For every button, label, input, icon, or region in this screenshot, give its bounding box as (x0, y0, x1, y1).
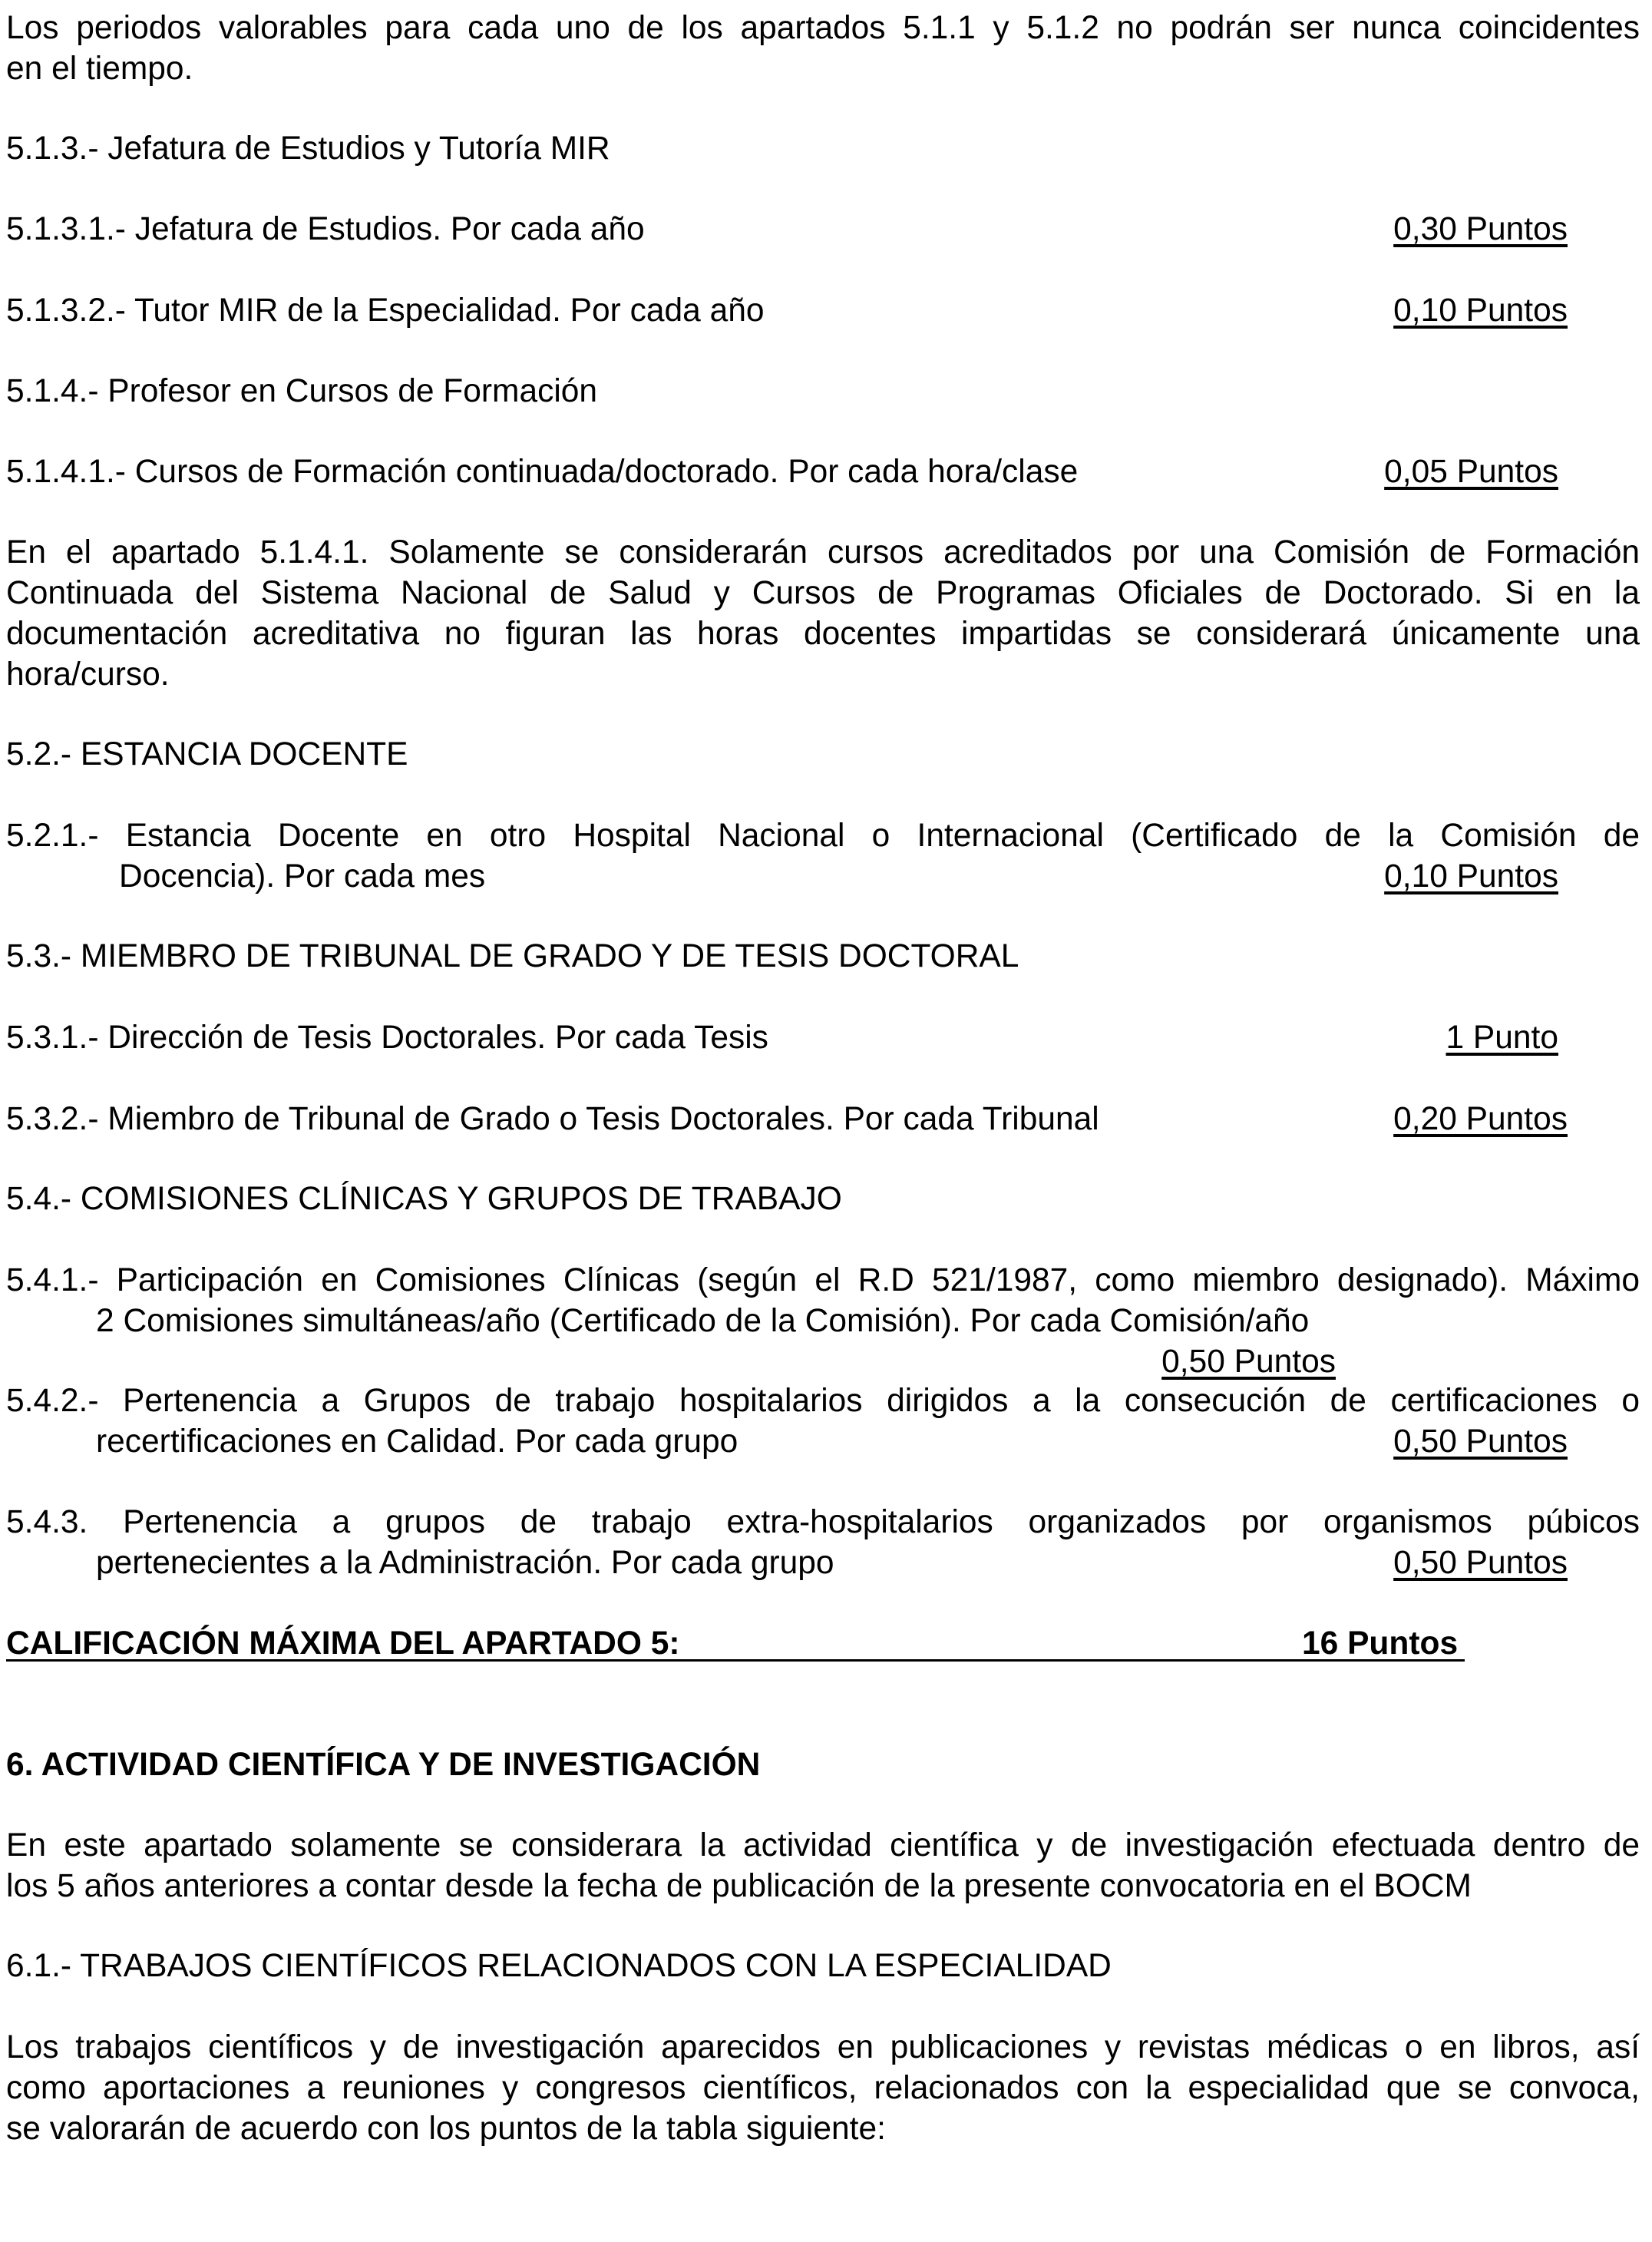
section-6-heading: 6. ACTIVIDAD CIENTÍFICA Y DE INVESTIGACIÓN (6, 1747, 761, 1783)
item-5-4-1-line-2: 2 Comisiones simultáneas/año (Certificado de la Comisión). Por cada Comisión/año (96, 1303, 1310, 1339)
item-5-4-2-line-2: recertificaciones en Calidad. Por cada grupo (96, 1424, 738, 1460)
section-6-1-heading: 6.1.- TRABAJOS CIENTÍFICOS RELACIONADOS CON LA ESPECIALIDAD (6, 1948, 1112, 1984)
item-5-4-1-points: 0,50 Puntos (1161, 1344, 1336, 1380)
paragraph-scope-line-1: En este apartado solamente se considerara la actividad científica y de investigación efectuada dentro de (6, 1827, 1640, 1863)
item-5-2-1-points: 0,10 Puntos (1384, 858, 1558, 894)
item-5-1-4-1-points: 0,05 Puntos (1384, 454, 1558, 490)
section-5-3-heading: 5.3.- MIEMBRO DE TRIBUNAL DE GRADO Y DE TESIS DOCTORAL (6, 938, 1019, 974)
item-5-1-3-2: 5.1.3.2.- Tutor MIR de la Especialidad. Por cada año (6, 293, 765, 329)
paragraph-periods-line-2: en el tiempo. (6, 51, 193, 87)
paragraph-courses-line-2: Continuada del Sistema Nacional de Salud y Cursos de Programas Oficiales de Doctorado. Si en la (6, 575, 1640, 611)
item-5-1-3-1-points: 0,30 Puntos (1393, 211, 1568, 247)
paragraph-works-line-3: se valorarán de acuerdo con los puntos de la tabla siguiente: (6, 2111, 886, 2147)
section-5-1-3-heading: 5.1.3.- Jefatura de Estudios y Tutoría MIR (6, 131, 610, 167)
paragraph-periods-line-1: Los periodos valorables para cada uno de los apartados 5.1.1 y 5.1.2 no podrán ser nunca coincidentes (6, 10, 1640, 46)
max-score-label: CALIFICACIÓN MÁXIMA DEL APARTADO 5: (6, 1625, 680, 1662)
section-5-4-heading: 5.4.- COMISIONES CLÍNICAS Y GRUPOS DE TRABAJO (6, 1181, 842, 1217)
item-5-4-2-points: 0,50 Puntos (1393, 1424, 1568, 1460)
paragraph-courses-line-4: hora/curso. (6, 656, 170, 693)
item-5-2-1-line-2: Docencia). Por cada mes (119, 858, 486, 894)
section-5-1-4-heading: 5.1.4.- Profesor en Cursos de Formación (6, 373, 598, 409)
item-5-3-1: 5.3.1.- Dirección de Tesis Doctorales. Por cada Tesis (6, 1020, 768, 1056)
item-5-3-2-points: 0,20 Puntos (1393, 1101, 1568, 1137)
item-5-1-3-1: 5.1.3.1.- Jefatura de Estudios. Por cada año (6, 211, 645, 247)
max-score-points: 16 Puntos (1302, 1625, 1459, 1662)
item-5-4-3-line-2: pertenecientes a la Administración. Por cada grupo (96, 1545, 834, 1581)
item-5-3-1-points: 1 Punto (1446, 1020, 1558, 1056)
paragraph-courses-line-3: documentación acreditativa no figuran las horas docentes impartidas se considerará únicamente una (6, 616, 1640, 652)
item-5-1-3-2-points: 0,10 Puntos (1393, 293, 1568, 329)
paragraph-courses-line-1: En el apartado 5.1.4.1. Solamente se considerarán cursos acreditados por una Comisión de Formación (6, 534, 1640, 570)
item-5-2-1-line-1: 5.2.1.- Estancia Docente en otro Hospital Nacional o Internacional (Certificado de la Comisión de (6, 818, 1640, 854)
item-5-1-4-1: 5.1.4.1.- Cursos de Formación continuada/doctorado. Por cada hora/clase (6, 454, 1079, 490)
item-5-3-2: 5.3.2.- Miembro de Tribunal de Grado o Tesis Doctorales. Por cada Tribunal (6, 1101, 1099, 1137)
item-5-4-3-points: 0,50 Puntos (1393, 1545, 1568, 1581)
item-5-4-1-line-1: 5.4.1.- Participación en Comisiones Clínicas (según el R.D 521/1987, como miembro designado). Máximo (6, 1262, 1640, 1298)
paragraph-works-line-2: como aportaciones a reuniones y congresos científicos, relacionados con la especialidad que se convoca, (6, 2070, 1640, 2106)
section-5-2-heading: 5.2.- ESTANCIA DOCENTE (6, 736, 408, 772)
item-5-4-3-line-1: 5.4.3. Pertenencia a grupos de trabajo extra-hospitalarios organizados por organismos púbicos (6, 1504, 1640, 1540)
item-5-4-2-line-1: 5.4.2.- Pertenencia a Grupos de trabajo hospitalarios dirigidos a la consecución de certificaciones o (6, 1383, 1640, 1419)
paragraph-works-line-1: Los trabajos científicos y de investigación aparecidos en publicaciones y revistas médicas o en libros, así (6, 2029, 1640, 2065)
paragraph-scope-line-2: los 5 años anteriores a contar desde la fecha de publicación de la presente convocatoria en el BOCM (6, 1868, 1472, 1904)
